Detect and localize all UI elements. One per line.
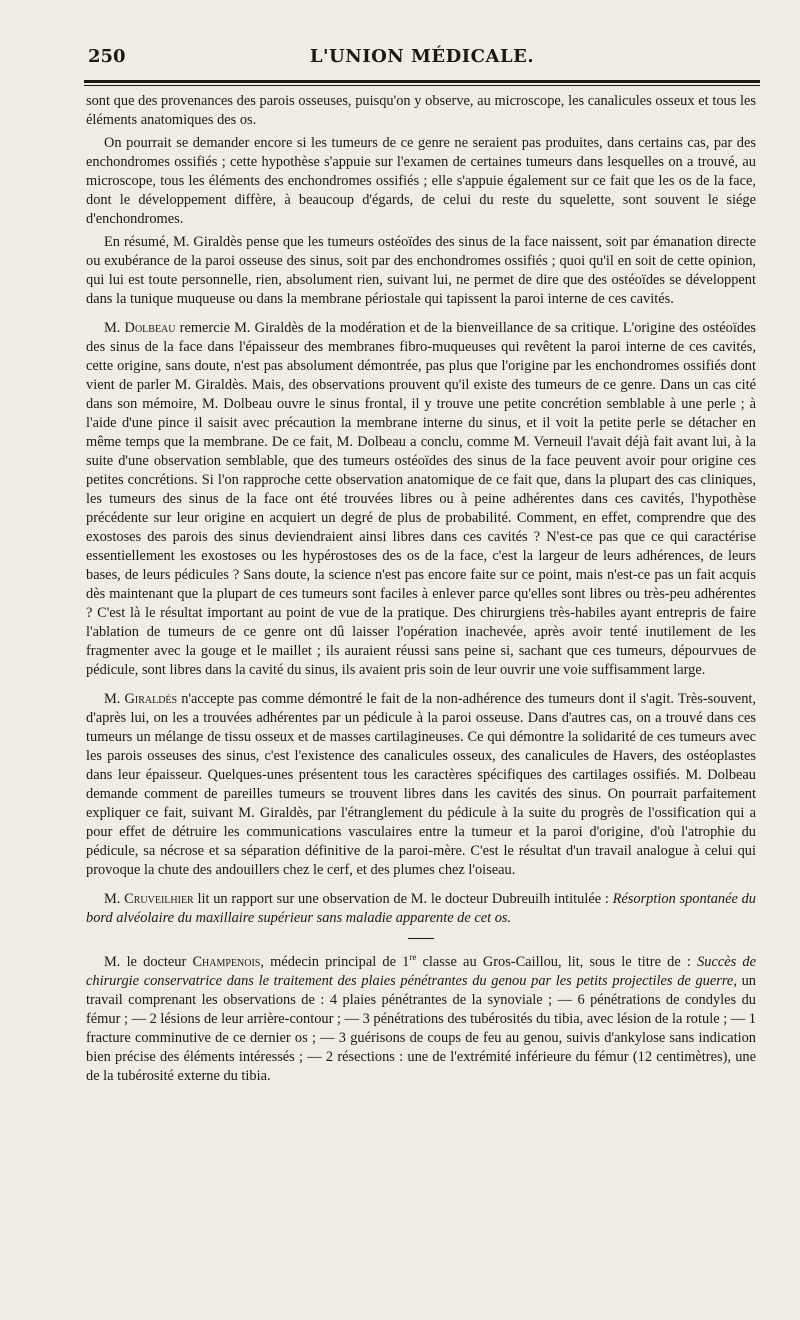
work-title: Succès de chirurgie conservatrice dans le traitement des plaies pénétrantes du genou par les petits projectiles de guerre: [86, 954, 756, 989]
paragraph-text: n'accepte pas comme démontré le fait de la non-adhérence des tumeurs dont il s'agit. Très-souvent, d'après lui, on les a trouvées adhérentes par un pédicule à la paroi osseuse. Dans d'autres cas, on a trouvé dans ces tumeurs un mélange de tissu osseux et de masses cartilagineuses. Ce qui démontre la solidarité de ces tumeurs avec les parois osseuses des sinus, c'est l'existence des canalicules osseux, des canalicules de Havers, des ostéoplastes dans leur épaisseur. Quelques-unes présentent tous les caractères spécifiques des cartilages ossifiés. M. Dolbeau demande comment de pareilles tumeurs se trouvent libres dans les cavités des sinus. On pourrait parfaitement expliquer ce fait, suivant M. Giraldès, par l'étranglement du pédicule à la suite du progrès de l'ossification qui a pour effet de détruire les communications vasculaires entre la tumeur et la paroi d'origine, d'où l'atrophie du pédicule, sa nécrose et sa séparation définitive de la paroi-mère. C'est le résultat d'un travail analogue à celui qui provoque la chute des andouillers chez le cerf, et des plumes chez l'oiseau.: [86, 691, 756, 878]
paragraph-summary: En résumé, M. Giraldès pense que les tumeurs ostéoïdes des sinus de la face naissent, soit par émanation directe ou exubérance de la paroi osseuse des sinus, soit par des enchondromes ossifiés ; quoi qu'il en soit de cette opinion, qui lui est toute personnelle, rien, absolument rien, suivant lui, ne permet de dire que des ostéoïdes se développent dans la tunique muqueuse ou dans la membrane périostale qui tapissent la paroi interne de ces cavités.: [86, 234, 756, 307]
article-body: [86, 92, 756, 1090]
paragraph-enchondromes: On pourrait se demander encore si les tumeurs de ce genre ne seraient pas produites, dans certains cas, par des enchondromes ossifiés ; cette hypothèse s'appuie sur l'examen de certaines tumeurs dans lesquelles on a trouvé, au microscope, tous les éléments des enchondromes ossifiés ; elle s'appuie également sur ce fait que les os de la face, dont le développement diffère, à beaucoup d'égards, de celui du reste du squelette, sont souvent le siége d'enchondromes.: [86, 135, 756, 227]
speaker-name: M. Cruveilhier: [104, 891, 194, 907]
section-separator: [408, 938, 434, 939]
paragraph-text: , médecin principal de 1: [260, 954, 410, 970]
paragraph-text: remercie M. Giraldès de la modération et de la bienveillance de sa critique. L'origine des ostéoïdes des sinus de la face dans l'épaisseur des membranes fibro-muqueuses qui revêtent la paroi interne de ces cavités, cette origine, sans doute, n'est pas absolument démontrée, pas plus que l'origine par les enchondromes ossifiés dont vient de parler M. Giraldès. Mais, des observations prouvent qu'il existe des tumeurs de ce genre. Dans un cas cité dans son mémoire, M. Dolbeau ouvre le sinus frontal, il y trouve une petite concrétion semblable à une perle ; à l'aide d'une pince il saisit avec précaution la membrane interne du sinus, et il voit la petite perle se détacher en même temps que la membrane. De ce fait, M. Dolbeau a conclu, comme M. Verneuil l'avait déjà fait avant lui, à la suite d'une observation semblable, que des tumeurs ostéoïdes des sinus de la face peuvent avoir pour origine ces petites concrétions. Si l'on rapproche cette observation anatomique de ce fait que, dans la plupart des cas cliniques, les tumeurs des sinus de la face ont été trouvées libres ou à peine adhérentes dans ces cavités, l'hypothèse précédente sur leur origine en acquiert un degré de plus de probabilité. Comment, en effet, comprendre que des exostoses des parois des sinus deviendraient ainsi libres dans ces cavités ? N'est-ce pas que ce qui caractérise essentiellement les exostoses ou les hypérostoses des os de la face, c'est la largeur de leurs adhérences, de leurs bases, de leurs pédicules ? Sans doute, la science n'est pas encore faite sur ce point, mais n'est-ce pas un fait acquis dès maintenant que la plupart de ces tumeurs sont faciles à enlever parce qu'elles sont libres ou très-peu adhérentes ? C'est là le résultat important au point de vue de la pratique. Des chirurgiens très-habiles ayant entrepris de faire l'ablation de tumeurs de ce genre ont dû laisser l'opération inachevée, après avoir tenté inutilement de les fragmenter avec la gouge et le maillet ; ils auraient réussi sans peine si, sachant que ces tumeurs, dépourvues de pédicule, sont libres dans la cavité du sinus, ils avaient pris soin de leur ouvrir une voie suffisamment large.: [86, 320, 757, 678]
paragraph-dolbeau: [86, 319, 756, 680]
paragraph-text: , un travail comprenant les observations de : 4 plaies pénétrantes de la synoviale ; — 6 pénétrations de condyles du fémur ; — 2 lésions de leur arrière-contour ; — 3 pénétrations des tubérosités du tibia, avec lésion de la rotule ; — 1 fracture comminutive de ce dernier os ; — 3 guérisons de coups de feu au genou, suivis d'ankylose sans indication bien précise des éléments intéressés ; — 2 résections : une de l'extrémité inférieure du fémur (12 centimètres), une de la tubérosité externe du tibia.: [86, 973, 756, 1084]
speaker-name: Champenois: [192, 954, 261, 970]
speaker-name: M. Dolbeau: [104, 320, 176, 336]
paragraph-text: M. le docteur: [104, 954, 193, 970]
paragraph-giraldes: [86, 690, 756, 880]
page-number: 250: [88, 46, 126, 67]
header-rule: [84, 80, 760, 83]
paragraph-cruveilhier: [86, 890, 756, 928]
report-title: Résorption spontanée du bord alvéolaire du maxillaire supérieur sans maladie apparente de cet os.: [86, 891, 756, 926]
speaker-name: M. Giraldès: [104, 691, 178, 707]
paragraph-text: lit un rapport sur une observation de M. le docteur Dubreuilh intitulée :: [193, 891, 613, 907]
page-header: [84, 44, 760, 74]
paragraph-continuation: sont que des provenances des parois osseuses, puisqu'on y observe, au microscope, les canalicules osseux et tous les éléments anatomiques des os.: [86, 93, 756, 128]
paragraph-text: classe au Gros-Caillou, lit, sous le titre de :: [416, 954, 698, 970]
header-rule-thin: [84, 85, 760, 86]
paragraph-champenois: [86, 953, 756, 1086]
ordinal-superscript: re: [409, 952, 417, 963]
journal-title: L'UNION MÉDICALE.: [309, 46, 535, 67]
